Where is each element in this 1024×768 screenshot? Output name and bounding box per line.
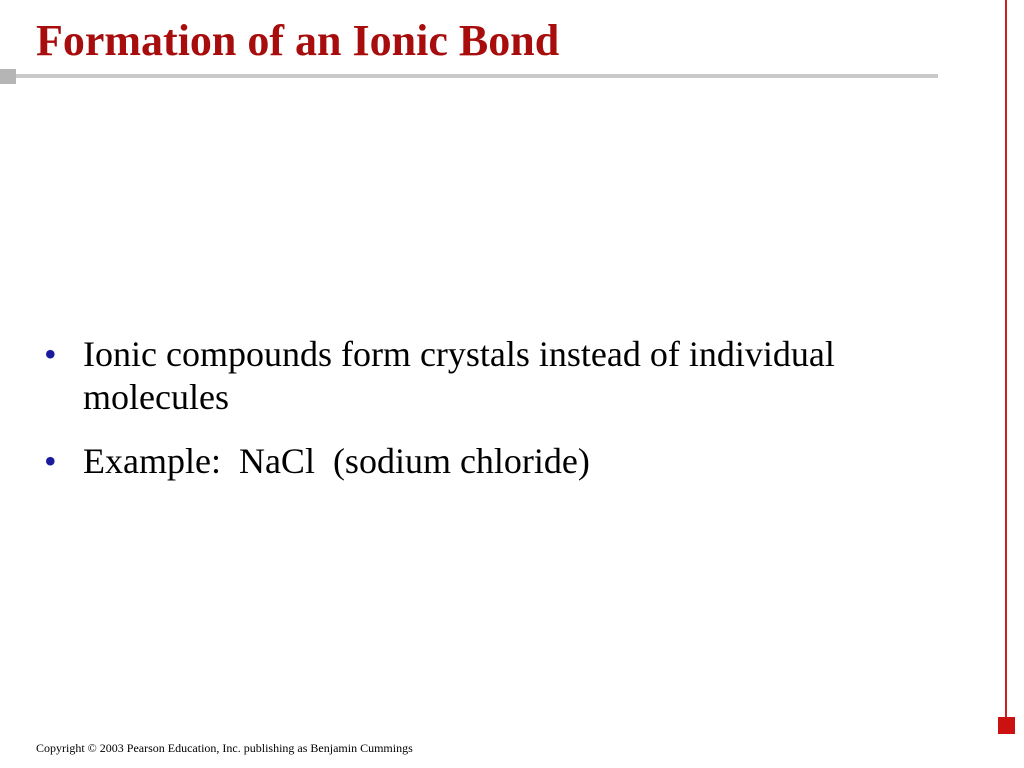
title-divider xyxy=(16,74,938,78)
bullet-icon: • xyxy=(44,334,57,374)
bullet-text: Example: NaCl (sodium chloride) xyxy=(83,441,590,481)
bullet-list xyxy=(44,333,964,504)
right-vertical-rule xyxy=(1005,0,1007,717)
bullet-text: Ionic compounds form crystals instead of individual molecules xyxy=(83,334,835,417)
corner-square-accent xyxy=(998,717,1015,734)
corner-square-decoration xyxy=(0,69,16,84)
copyright-footer: Copyright © 2003 Pearson Education, Inc. publishing as Benjamin Cummings xyxy=(36,741,413,755)
bullet-icon: • xyxy=(44,441,57,481)
slide-title: Formation of an Ionic Bond xyxy=(36,16,560,65)
bullet-item xyxy=(44,440,964,483)
bullet-item xyxy=(44,333,964,419)
